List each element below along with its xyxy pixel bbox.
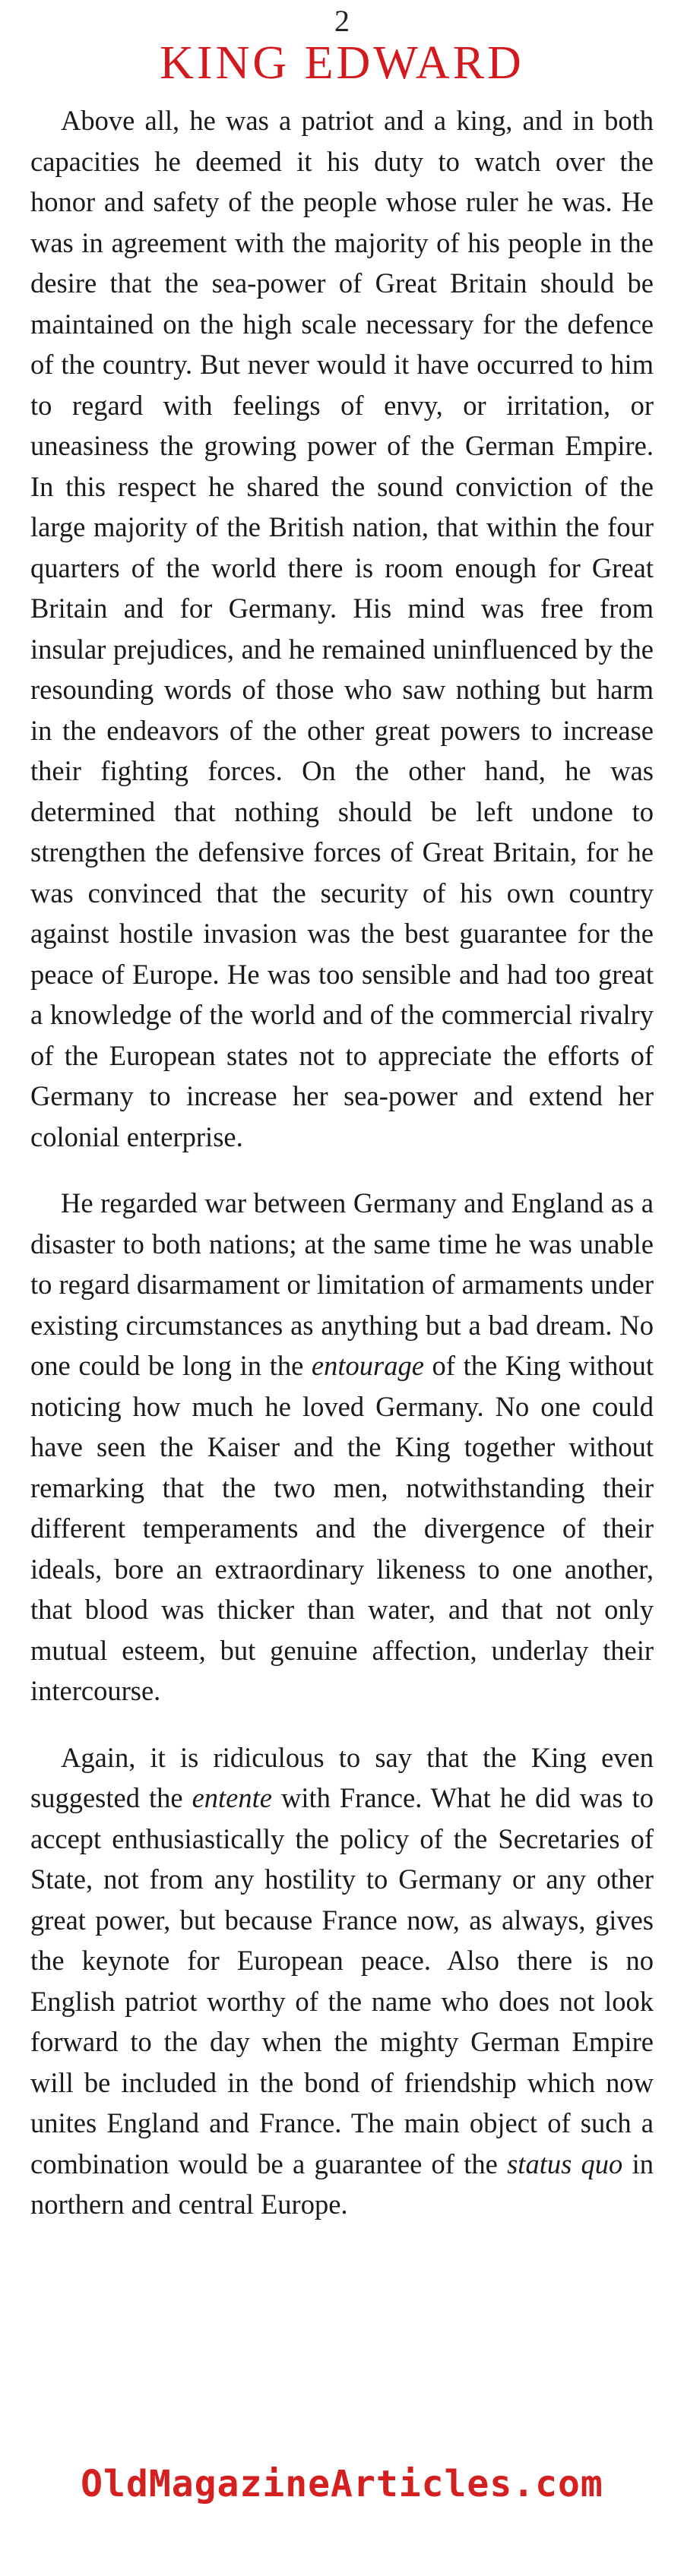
paragraph-1 [30, 100, 654, 1157]
italic-phrase: entente [192, 1782, 272, 1813]
italic-phrase: entourage [311, 1350, 424, 1381]
paragraph-2 [30, 1183, 654, 1712]
article-body [30, 100, 654, 2225]
site-watermark: OldMagazineArticles.com [81, 2463, 603, 2505]
text-run: Again, it is ridiculous to say that the King even suggested the [30, 1741, 654, 1813]
text-run: with France. What he did was to accept enthusiastically the policy of the Secretaries of State, not from any hostility to Germany or any other great power, but because France now, as always, gives the keynote for European peace. Also there is no English patriot worthy of the name who does not look forward to the day when the mighty German Empire will be included in the bond of friendship which now unites England and France. The main object of such a combination would be a guarantee of the [30, 1782, 654, 2179]
page-number: 2 [334, 4, 350, 38]
text-run: of the King without noticing how much he loved Germany. No one could have seen the Kaiser and the King together without remarking that the two men, notwithstanding their different temperaments and the divergence of their ideals, bore an extraordinary likeness to one another, that blood was thicker than water, and that not only mutual esteem, but genuine affection, underlay their intercourse. [30, 1350, 654, 1706]
text-run: in northern and central Europe. [30, 2148, 654, 2220]
paragraph-3 [30, 1737, 654, 2225]
text-run: Above all, he was a patriot and a king, and in both capacities he deemed it his duty to watch over the honor and safety of the people whose ruler he was. He was in agreement with the majority of his people in the desire that the sea-power of Great Britain should be maintained on the high scale necessary for the defence of the country. But never would it have occurred to him to regard with feelings of envy, or irritation, or uneasiness the growing power of the German Empire. In this respect he shared the sound conviction of the large majority of the British nation, that within the four quarters of the world there is room enough for Great Britain and for Germany. His mind was free from insular prejudices, and he remained uninfluenced by the resounding words of those who saw nothing but harm in the endeavors of the other great powers to increase their fighting forces. On the other hand, he was determined that nothing should be left undone to strengthen the defensive forces of Great Britain, for he was convinced that the security of his own country against hostile invasion was the best guarantee for the peace of Europe. He was too sensible and had too great a knowledge of the world and of the commercial rivalry of the European states not to appreciate the efforts of Germany to increase her sea-power and extend her colonial enterprise. [30, 105, 654, 1152]
text-run: He regarded war between Germany and England as a disaster to both nations; at the same time he was unable to regard disarmament or limitation of armaments under existing circumstances as anything but a bad dream. No one could be long in the [30, 1187, 654, 1381]
article-title: KING EDWARD [160, 37, 524, 89]
italic-phrase: status quo [507, 2148, 623, 2179]
